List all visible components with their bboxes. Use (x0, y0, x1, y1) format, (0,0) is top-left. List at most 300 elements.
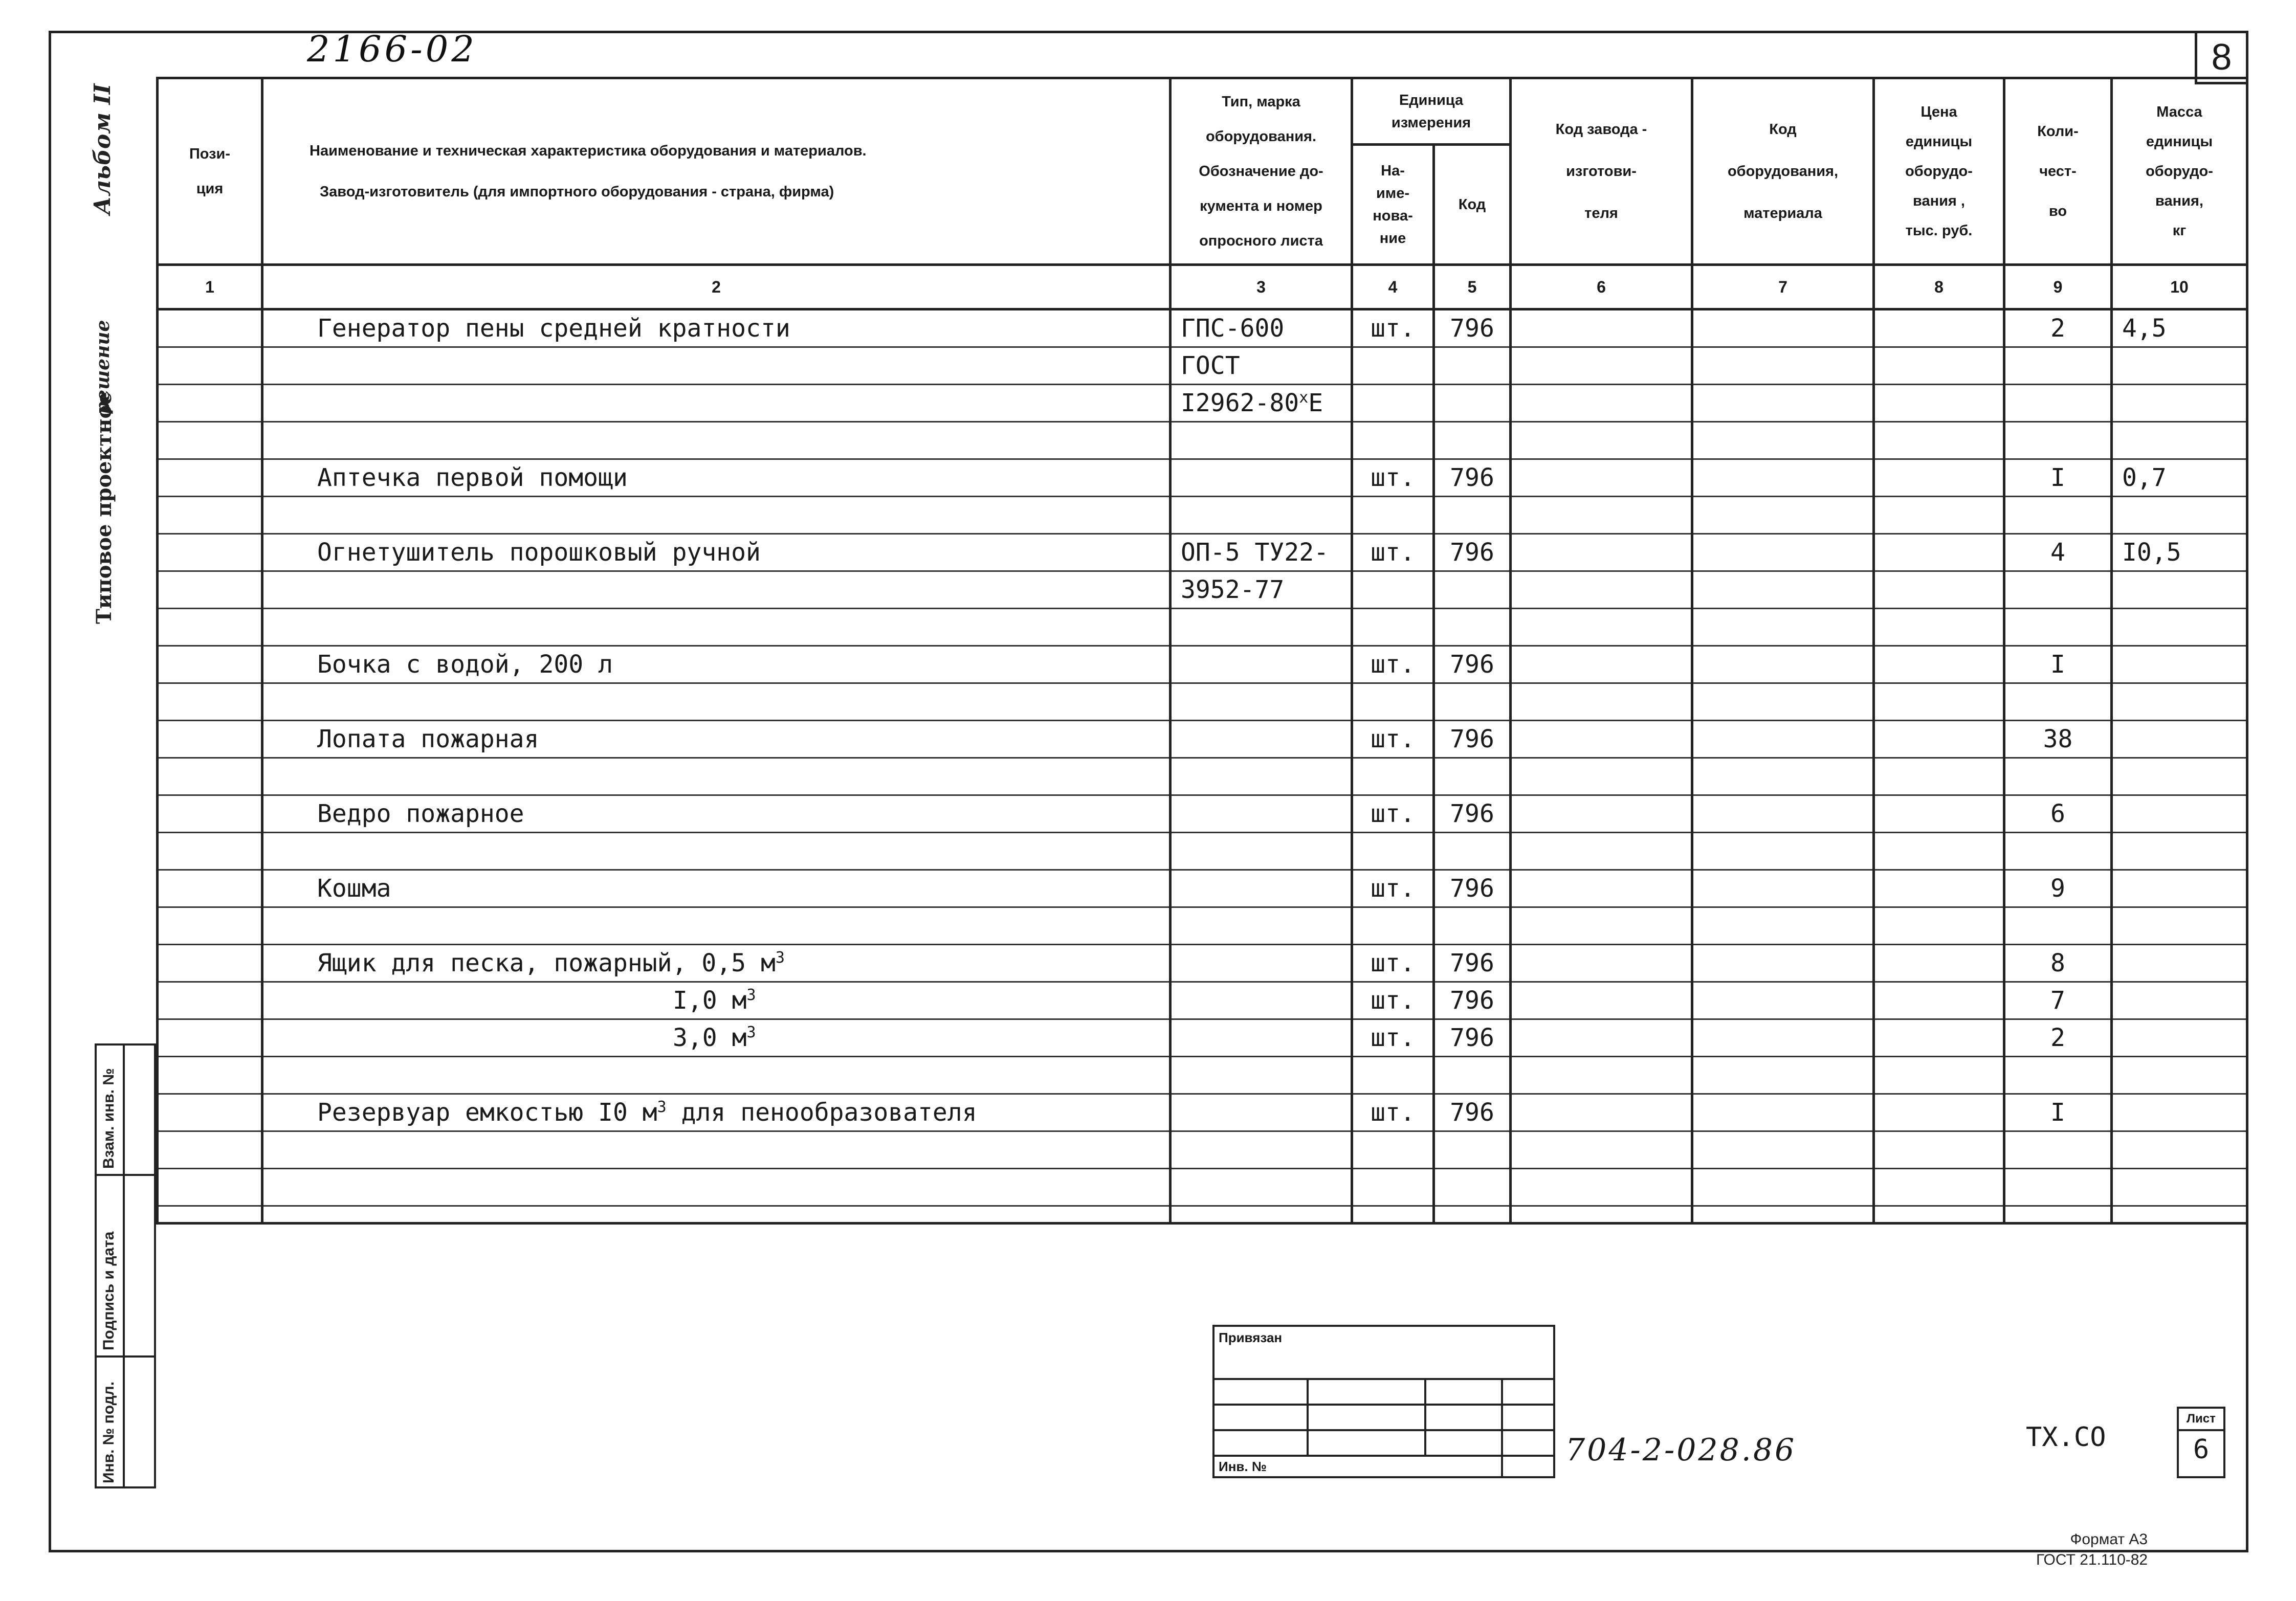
table-row (158, 945, 2247, 982)
cell-empty (158, 870, 262, 907)
cell-unit (1352, 459, 1434, 497)
cell-empty (1511, 309, 1692, 347)
cell-code (1434, 1019, 1511, 1057)
cell-name (262, 945, 1171, 982)
cell-empty (1511, 347, 1692, 385)
cell-qty-text: I (2050, 650, 2065, 679)
format-note (2036, 1529, 2148, 1570)
cell-type-tail: Е (1308, 389, 1323, 417)
column-number: 6 (1511, 265, 1692, 309)
cell-type (1171, 347, 1352, 385)
cell-qty-text: 4 (2050, 538, 2065, 567)
cell-empty (158, 945, 262, 982)
cell-empty (2004, 1206, 2112, 1224)
cell-mass (2112, 459, 2247, 497)
cell-name-text: Лопата пожарная (317, 725, 539, 753)
table-row (158, 347, 2247, 385)
cell-code (1434, 534, 1511, 571)
cell-unit (1352, 1019, 1434, 1057)
cell-empty (1511, 497, 1692, 534)
cell-type-text: ОП-5 ТУ22- (1181, 538, 1329, 567)
cell-name (262, 907, 1171, 945)
cell-qty (2004, 1094, 2112, 1131)
cell-empty (1692, 1169, 1874, 1206)
cell-type (1171, 870, 1352, 907)
cell-empty (1874, 721, 2004, 758)
cell-name (262, 1131, 1171, 1169)
cell-empty (1692, 1057, 1874, 1094)
unit-superscript: 3 (657, 1098, 667, 1116)
cell-empty (1874, 609, 2004, 646)
cell-unit-text: шт. (1371, 874, 1415, 903)
cell-unit (1352, 534, 1434, 571)
cell-qty-text: 9 (2050, 874, 2065, 903)
cell-unit (1352, 497, 1434, 534)
cell-qty-text: I (2050, 463, 2065, 492)
cell-empty (1692, 459, 1874, 497)
side-block-divider (123, 1043, 125, 1488)
table-row (158, 571, 2247, 609)
column-number: 5 (1434, 265, 1511, 309)
cell-mass (2112, 534, 2247, 571)
cell-empty (1511, 683, 1692, 721)
cell-name (262, 571, 1171, 609)
cell-name (262, 1169, 1171, 1206)
cell-empty (2112, 1206, 2247, 1224)
cell-empty (1692, 721, 1874, 758)
cell-qty-text: 38 (2043, 725, 2073, 753)
cell-code-text: 796 (1450, 1024, 1494, 1052)
cell-qty (2004, 982, 2112, 1019)
cell-empty (158, 422, 262, 459)
cell-type (1171, 907, 1352, 945)
cell-code-text: 796 (1450, 799, 1494, 828)
cell-qty (2004, 1019, 2112, 1057)
cell-name-text: Кошма (317, 874, 391, 903)
cell-unit-text: шт. (1371, 949, 1415, 977)
cell-mass (2112, 907, 2247, 945)
cell-mass (2112, 683, 2247, 721)
cell-code (1434, 870, 1511, 907)
table-row (158, 1057, 2247, 1094)
cell-qty (2004, 459, 2112, 497)
cell-empty (1692, 870, 1874, 907)
cell-type (1171, 385, 1352, 422)
cell-mass-text: I0,5 (2122, 538, 2181, 567)
table-row (158, 683, 2247, 721)
cell-qty (2004, 1169, 2112, 1206)
cell-type-text: ГОСТ (1181, 351, 1240, 380)
sheet-corner-number: 8 (2195, 31, 2248, 84)
cell-unit-text: шт. (1371, 538, 1415, 567)
cell-type (1171, 833, 1352, 870)
cell-mass (2112, 347, 2247, 385)
cell-empty (1692, 534, 1874, 571)
cell-type (1171, 571, 1352, 609)
header-type: Тип, марка оборудования. Обозначение до- кумента и номер опросного листа (1171, 78, 1352, 265)
cell-mass (2112, 870, 2247, 907)
cell-code (1434, 571, 1511, 609)
cell-empty (158, 646, 262, 683)
cell-type (1171, 1057, 1352, 1094)
cell-empty (158, 1131, 262, 1169)
cell-empty (1511, 1057, 1692, 1094)
cell-mass-text: 0,7 (2122, 463, 2167, 492)
cell-name (262, 1019, 1171, 1057)
cell-unit-text: шт. (1371, 463, 1415, 492)
cell-code (1434, 758, 1511, 795)
cell-qty (2004, 422, 2112, 459)
cell-name (262, 982, 1171, 1019)
header-position: Пози- ция (158, 78, 262, 265)
column-number: 7 (1692, 265, 1874, 309)
cell-code-text: 796 (1450, 874, 1494, 903)
cell-name (262, 459, 1171, 497)
column-number: 9 (2004, 265, 2112, 309)
table-row (158, 795, 2247, 833)
cell-empty (158, 459, 262, 497)
cell-empty (1511, 385, 1692, 422)
table-row (158, 833, 2247, 870)
cell-qty (2004, 1057, 2112, 1094)
cell-empty (1874, 1206, 2004, 1224)
cell-unit (1352, 347, 1434, 385)
cell-type (1171, 534, 1352, 571)
cell-empty (158, 907, 262, 945)
cell-name-text: Аптечка первой помощи (317, 463, 628, 492)
privyazan-label: Привязан (1219, 1330, 1283, 1345)
cell-code (1434, 1169, 1511, 1206)
cell-qty (2004, 721, 2112, 758)
cell-empty (1511, 571, 1692, 609)
cell-unit (1352, 945, 1434, 982)
cell-code (1434, 609, 1511, 646)
cell-unit (1352, 907, 1434, 945)
cell-qty (2004, 907, 2112, 945)
cell-qty (2004, 571, 2112, 609)
cell-empty (1874, 385, 2004, 422)
cell-empty (1874, 1019, 2004, 1057)
cell-code (1434, 982, 1511, 1019)
gost-label: ГОСТ 21.110-82 (2036, 1551, 2148, 1568)
table-row (158, 646, 2247, 683)
cell-empty (1511, 1094, 1692, 1131)
inventory-number-label: Инв. № (1219, 1459, 1267, 1474)
cell-empty (158, 1057, 262, 1094)
cell-empty (1692, 907, 1874, 945)
cell-type (1171, 422, 1352, 459)
cell-empty (1874, 795, 2004, 833)
cell-empty (1692, 1019, 1874, 1057)
cell-code-text: 796 (1450, 538, 1494, 567)
cell-empty (1511, 534, 1692, 571)
cell-empty (1511, 945, 1692, 982)
cell-name (262, 534, 1171, 571)
cell-empty (1511, 1206, 1692, 1224)
cell-empty (1511, 982, 1692, 1019)
cell-qty (2004, 833, 2112, 870)
cell-name-text: Ведро пожарное (317, 799, 524, 828)
specification-rows (158, 309, 2247, 1224)
table-row (158, 609, 2247, 646)
cell-empty (158, 795, 262, 833)
cell-qty (2004, 534, 2112, 571)
cell-empty (1511, 721, 1692, 758)
cell-empty (1511, 870, 1692, 907)
cell-empty (1692, 683, 1874, 721)
unit-superscript: 3 (746, 1024, 756, 1041)
header-unit-code: Код (1434, 145, 1511, 265)
cell-type (1171, 309, 1352, 347)
header-name-line2: Завод-изготовитель (для импортного оборудования - страна, фирма) (320, 184, 834, 200)
cell-code-text: 796 (1450, 725, 1494, 753)
cell-code (1434, 646, 1511, 683)
cell-name-text: Резервуар емкостью I0 м (317, 1098, 657, 1127)
cell-qty (2004, 795, 2112, 833)
cell-qty (2004, 646, 2112, 683)
cell-unit (1352, 1169, 1434, 1206)
cell-empty (1874, 309, 2004, 347)
cell-empty (1874, 497, 2004, 534)
cell-type (1171, 721, 1352, 758)
cell-empty (1511, 833, 1692, 870)
cell-name (262, 1094, 1171, 1131)
cell-empty (1511, 907, 1692, 945)
cell-name (262, 609, 1171, 646)
cell-qty (2004, 870, 2112, 907)
cell-empty (1692, 1131, 1874, 1169)
cell-type (1171, 609, 1352, 646)
cell-name (262, 795, 1171, 833)
cell-code-text: 796 (1450, 463, 1494, 492)
header-unit-group: Единица измерения (1352, 78, 1511, 145)
cell-code-text: 796 (1450, 650, 1494, 679)
cell-type (1171, 795, 1352, 833)
cell-mass (2112, 571, 2247, 609)
table-row (158, 385, 2247, 422)
cell-empty (158, 347, 262, 385)
cell-type (1171, 945, 1352, 982)
cell-unit-text: шт. (1371, 1024, 1415, 1052)
cell-type (1171, 646, 1352, 683)
cell-name-text: Огнетушитель порошковый ручной (317, 538, 761, 567)
cell-empty (158, 1019, 262, 1057)
cell-unit-text: шт. (1371, 1098, 1415, 1127)
cell-qty-text: I (2050, 1098, 2065, 1127)
header-equipment-code: Код оборудования, материала (1692, 78, 1874, 265)
cell-empty (158, 385, 262, 422)
cell-name-text: 3,0 м (673, 1024, 747, 1052)
header-unit-name: На- име- нова- ние (1352, 145, 1434, 265)
cell-empty (158, 309, 262, 347)
cell-code (1434, 907, 1511, 945)
cell-mass (2112, 1131, 2247, 1169)
header-factory-code: Код завода - изготови- теля (1511, 78, 1692, 265)
cell-empty (158, 1094, 262, 1131)
cell-code (1434, 945, 1511, 982)
side-block-line (95, 1355, 156, 1358)
cell-empty (1874, 907, 2004, 945)
cell-empty (1692, 1206, 1874, 1224)
cell-empty (1352, 1206, 1434, 1224)
cell-unit (1352, 721, 1434, 758)
project-suffix-label: решение (92, 320, 114, 414)
cell-empty (1874, 1169, 2004, 1206)
cell-name-tail: для пенообразователя (666, 1098, 977, 1127)
cell-name (262, 721, 1171, 758)
cell-unit (1352, 870, 1434, 907)
cell-unit-text: шт. (1371, 725, 1415, 753)
cell-empty (1874, 1131, 2004, 1169)
cell-code (1434, 497, 1511, 534)
table-row (158, 758, 2247, 795)
column-number: 3 (1171, 265, 1352, 309)
cell-code (1434, 385, 1511, 422)
cell-mass (2112, 422, 2247, 459)
cell-name (262, 833, 1171, 870)
cell-empty (1692, 795, 1874, 833)
cell-mass (2112, 833, 2247, 870)
column-number: 4 (1352, 265, 1434, 309)
cell-mass (2112, 982, 2247, 1019)
cell-empty (1692, 945, 1874, 982)
cell-code (1434, 683, 1511, 721)
cell-mass (2112, 945, 2247, 982)
cell-qty (2004, 497, 2112, 534)
cell-empty (1511, 459, 1692, 497)
table-row (158, 982, 2247, 1019)
cell-name (262, 385, 1171, 422)
specification-table (156, 77, 2248, 1225)
cell-empty (1874, 459, 2004, 497)
table-row (158, 497, 2247, 534)
cell-empty (158, 1169, 262, 1206)
cell-type-text: 3952-77 (1181, 575, 1285, 604)
column-number: 1 (158, 265, 262, 309)
table-spacer-row (158, 1206, 2247, 1224)
cell-empty (158, 683, 262, 721)
cell-empty (1874, 534, 2004, 571)
cell-type-text: ГПС-600 (1181, 314, 1285, 343)
cell-unit (1352, 385, 1434, 422)
cell-unit (1352, 982, 1434, 1019)
cell-unit (1352, 758, 1434, 795)
column-number: 8 (1874, 265, 2004, 309)
cell-type (1171, 1169, 1352, 1206)
unit-superscript: 3 (775, 949, 785, 967)
table-row (158, 870, 2247, 907)
cell-empty (1171, 1206, 1352, 1224)
cell-empty (1692, 982, 1874, 1019)
cell-unit-text: шт. (1371, 799, 1415, 828)
sheet-box (2177, 1407, 2225, 1478)
cell-unit (1352, 1057, 1434, 1094)
cell-unit (1352, 1094, 1434, 1131)
document-code: ТХ.СО (2026, 1422, 2106, 1453)
column-number: 2 (262, 265, 1171, 309)
cell-empty (158, 497, 262, 534)
cell-empty (158, 609, 262, 646)
cell-qty (2004, 347, 2112, 385)
cell-code (1434, 422, 1511, 459)
cell-code (1434, 309, 1511, 347)
cell-mass (2112, 609, 2247, 646)
side-block-line (95, 1174, 156, 1176)
cell-empty (1874, 683, 2004, 721)
cell-name (262, 758, 1171, 795)
cell-code (1434, 833, 1511, 870)
cell-empty (1692, 1094, 1874, 1131)
table-row (158, 534, 2247, 571)
side-label-vzam: Взам. инв. № (100, 1068, 117, 1169)
cell-unit (1352, 833, 1434, 870)
cell-code-text: 796 (1450, 1098, 1494, 1127)
cell-type (1171, 1131, 1352, 1169)
cell-empty (262, 1206, 1171, 1224)
sheet-label: Лист (2179, 1409, 2223, 1431)
cell-unit-text: шт. (1371, 314, 1415, 343)
table-row (158, 459, 2247, 497)
cell-qty-text: 6 (2050, 799, 2065, 828)
cell-empty (1692, 347, 1874, 385)
cell-empty (1434, 1206, 1511, 1224)
cell-type (1171, 758, 1352, 795)
cell-qty (2004, 1131, 2112, 1169)
cell-type (1171, 982, 1352, 1019)
cell-empty (158, 758, 262, 795)
cell-unit (1352, 571, 1434, 609)
cell-empty (1511, 646, 1692, 683)
cell-empty (1874, 833, 2004, 870)
cell-unit (1352, 422, 1434, 459)
cell-empty (158, 534, 262, 571)
cell-empty (158, 721, 262, 758)
table-row (158, 721, 2247, 758)
cell-empty (1511, 1131, 1692, 1169)
cell-unit (1352, 646, 1434, 683)
table-row (158, 1019, 2247, 1057)
table-row (158, 1094, 2247, 1131)
cell-qty-text: 2 (2050, 314, 2065, 343)
cell-name (262, 309, 1171, 347)
cell-code (1434, 1094, 1511, 1131)
cell-empty (1874, 646, 2004, 683)
cell-empty (158, 1206, 262, 1224)
cell-empty (1692, 609, 1874, 646)
cell-code (1434, 459, 1511, 497)
cell-empty (1874, 1057, 2004, 1094)
cell-mass-text: 4,5 (2122, 314, 2167, 343)
cell-unit-text: шт. (1371, 986, 1415, 1015)
cell-code-text: 796 (1450, 314, 1494, 343)
table-row (158, 1131, 2247, 1169)
cell-empty (1874, 422, 2004, 459)
cell-name-text: Ящик для песка, пожарный, 0,5 м (317, 949, 776, 977)
cell-qty (2004, 309, 2112, 347)
cell-unit (1352, 795, 1434, 833)
cell-type (1171, 497, 1352, 534)
cell-mass (2112, 385, 2247, 422)
cell-mass (2112, 1094, 2247, 1131)
cell-empty (1874, 347, 2004, 385)
cell-qty (2004, 945, 2112, 982)
cell-empty (1511, 609, 1692, 646)
handwritten-number: 2166-02 (307, 28, 477, 70)
cell-mass (2112, 1057, 2247, 1094)
cell-mass (2112, 721, 2247, 758)
document-number: 704-2-028.86 (1565, 1432, 1797, 1468)
type-superscript: х (1299, 389, 1309, 407)
